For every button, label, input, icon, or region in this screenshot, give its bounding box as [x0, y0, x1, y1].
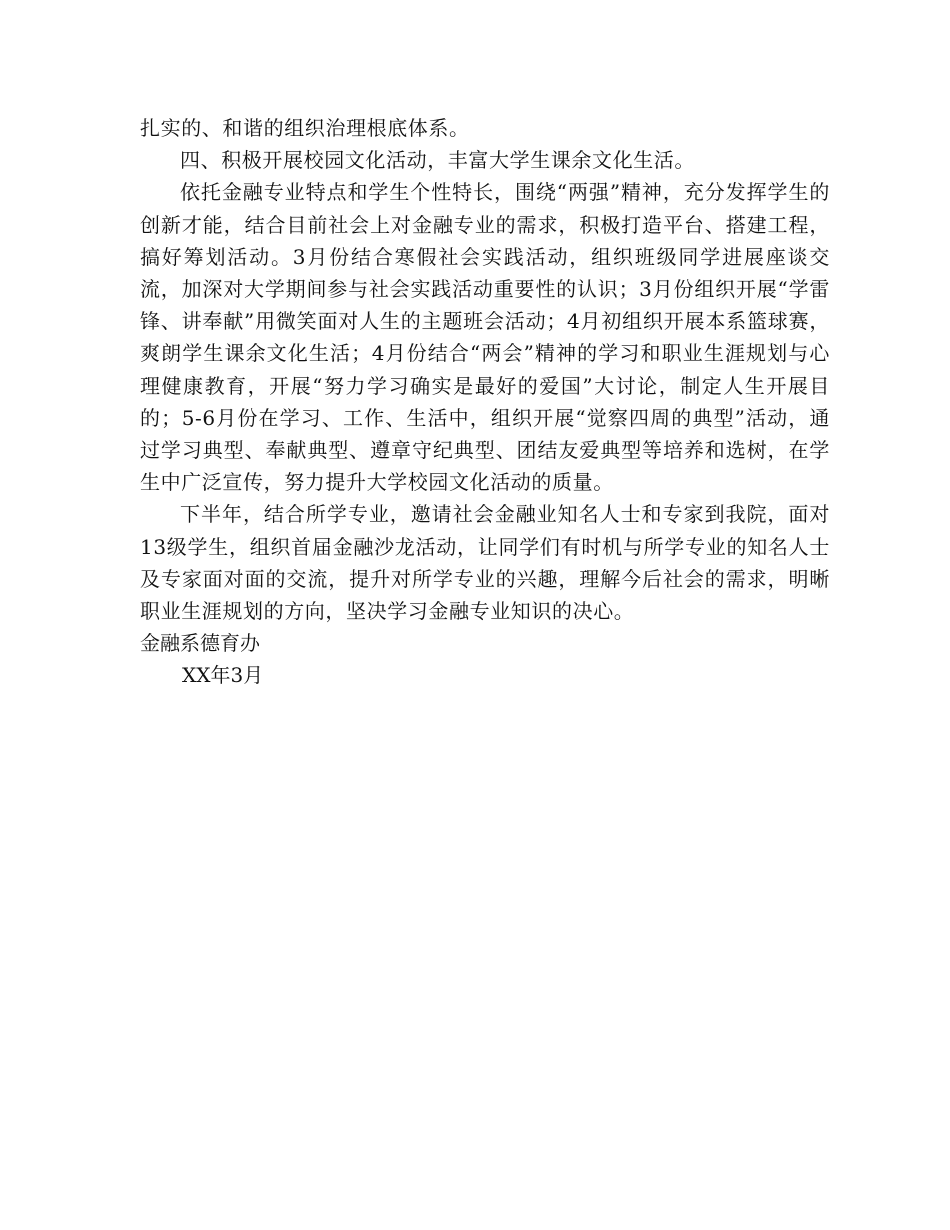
signature-date: XX年3月 — [182, 663, 264, 688]
section-heading-four: 四、积极开展校园文化活动，丰富大学生课余文化生活。 — [180, 148, 695, 173]
signature-organization: 金融系德育办 — [140, 631, 260, 656]
paragraph-campus-culture: 依托金融专业特点和学生个性特长，围绕“两强”精神，充分发挥学生的创新才能，结合目前社会上对金融专业的需求，积极打造平台、搭建工程，搞好筹划活动。3月份结合寒假社会实践活动，组织班级同学进展座谈交流，加深对大学期间参与社会实践活动重要性的认识；3月份组织开展“学雷锋、讲奉献”用微笑面对人生的主题班会活动；4月初组织开展本系篮球赛，爽朗学生课余文化生活；4月份结合“两会”精神的学习和职业生涯规划与心理健康教育，开展“努力学习确实是最好的爱国”大讨论，制定人生开展目的；5-6月份在学习、工作、生活中，组织开展“觉察四周的典型”活动，通过学习典型、奉献典型、遵章守纪典型、团结友爱典型等培养和选树，在学生中广泛宣传，努力提升大学校园文化活动的质量。 — [140, 180, 830, 495]
document-body — [140, 112, 830, 692]
paragraph-continuation: 扎实的、和谐的组织治理根底体系。 — [140, 116, 470, 140]
paragraph-second-half-year: 下半年，结合所学专业，邀请社会金融业知名人士和专家到我院，面对13级学生，组织首届金融沙龙活动，让同学们有时机与所学专业的知名人士及专家面对面的交流，提升对所学专业的兴趣，理解今后社会的需求，明晰职业生涯规划的方向，坚决学习金融专业知识的决心。 — [140, 502, 830, 624]
